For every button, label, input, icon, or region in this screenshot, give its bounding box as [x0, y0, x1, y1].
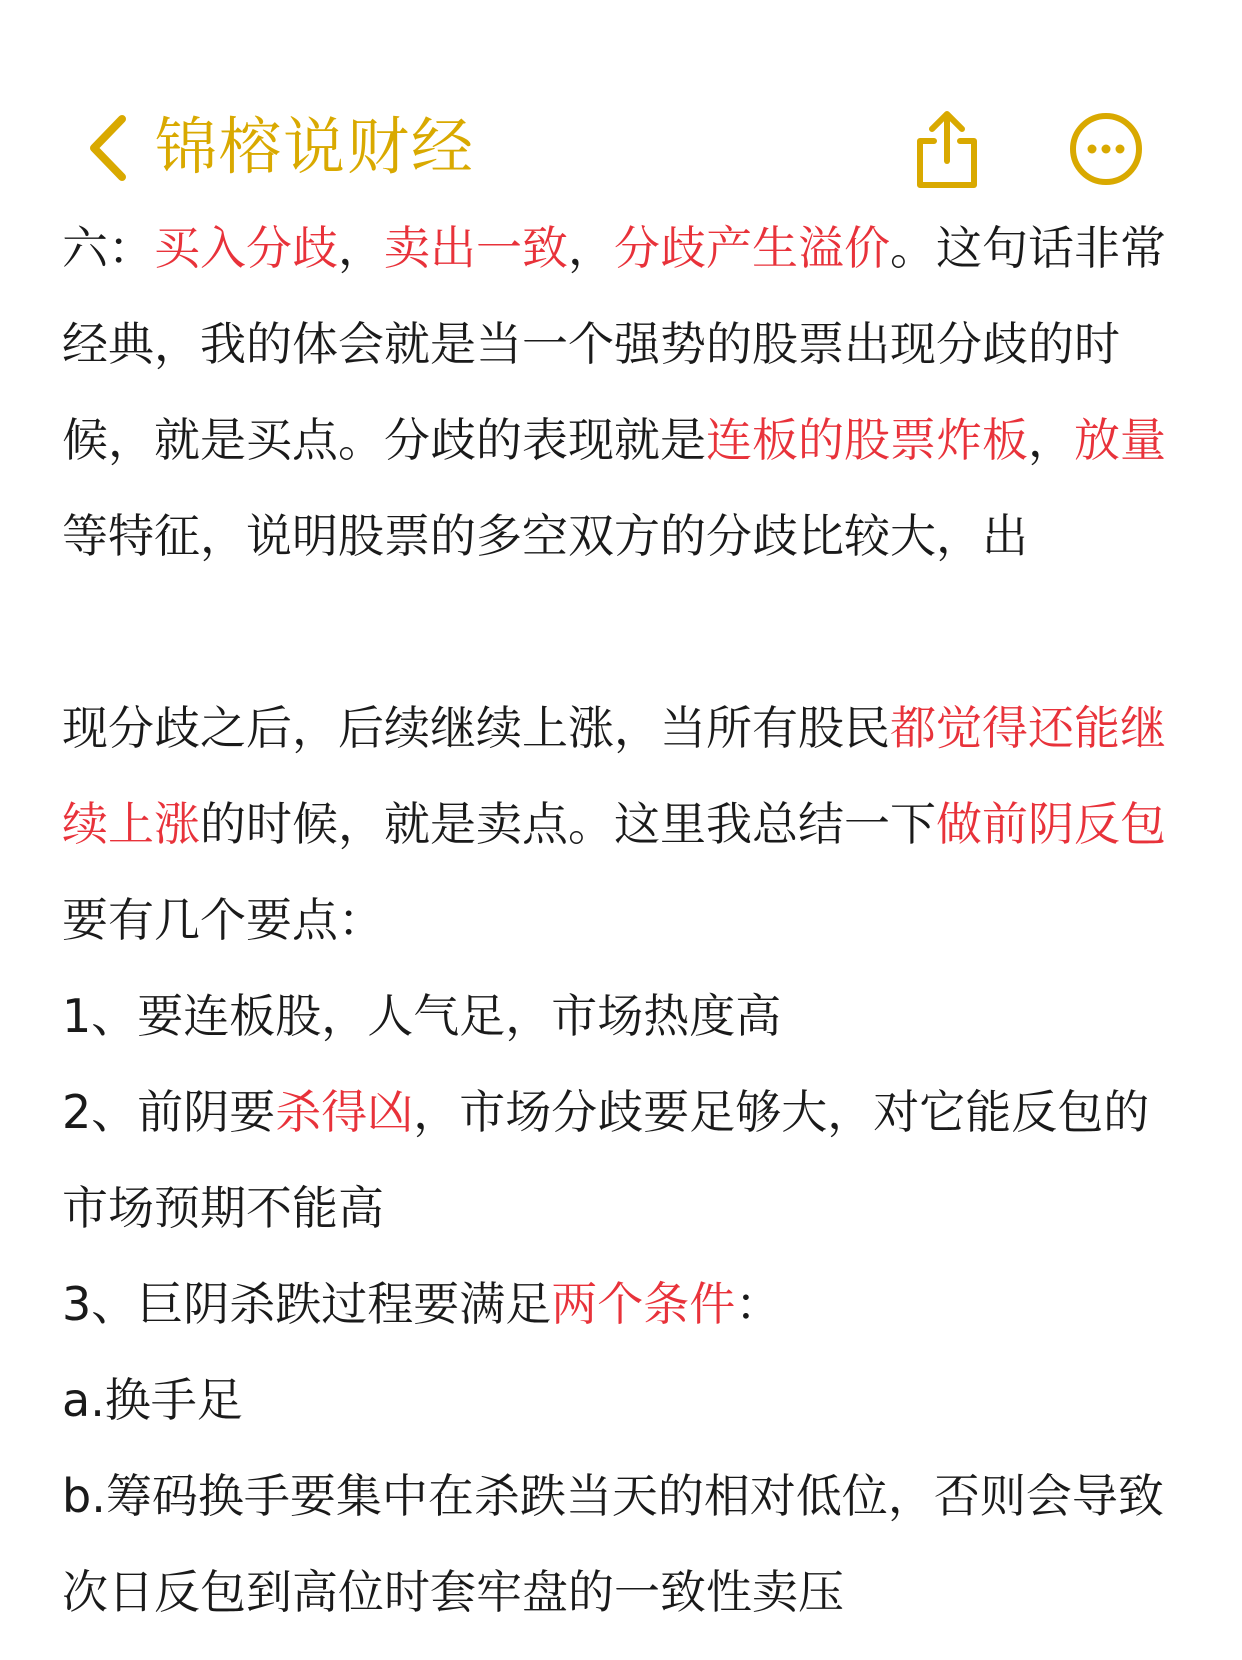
navigation-bar	[0, 95, 1242, 205]
highlight-text: 做前阴反包	[936, 797, 1166, 851]
list-item	[62, 1256, 1182, 1352]
chevron-left-icon	[80, 113, 140, 183]
highlight-text: 分歧产生溢价	[614, 221, 890, 275]
back-button[interactable]	[80, 113, 140, 183]
text-segment: 。这句话非常经典，我的体会就是当一个强势的股票出现分歧的时候，就是买点。分歧的表现就是	[62, 221, 1166, 467]
list-item: 1、要连板股，人气足，市场热度高	[62, 989, 782, 1043]
highlight-text: 杀得凶	[275, 1085, 414, 1139]
text-segment: 的时候，就是卖点。这里我总结一下	[200, 797, 936, 851]
text-segment: ：	[735, 1277, 782, 1331]
text-segment: 3、巨阴杀跌过程要满足	[62, 1277, 552, 1331]
paragraph-principle	[62, 200, 1182, 584]
text-segment: 要有几个要点：	[62, 893, 384, 947]
highlight-text: 都觉得还能继续上涨	[62, 701, 1166, 851]
text-segment: 六：	[62, 221, 154, 275]
text-segment: 等特征，说明股票的多空双方的分歧比较大，出	[62, 509, 1028, 563]
blank-line	[62, 584, 1182, 680]
more-circle-icon	[1068, 111, 1144, 187]
text-segment: 现分歧之后，后续继续上涨，当所有股民	[62, 701, 890, 755]
share-button[interactable]	[912, 109, 982, 191]
sub-list-item: b.筹码换手要集中在杀跌当天的相对低位，否则会导致次日反包到高位时套牢盘的一致性卖压	[62, 1469, 1164, 1619]
page-title: 锦榕说财经	[155, 110, 476, 183]
text-segment: ，市场分歧要足够大，对它能反包的市场预期不能高	[62, 1085, 1150, 1235]
text-segment: ，	[1028, 413, 1074, 467]
highlight-text: 两个条件	[551, 1277, 736, 1331]
text-segment: ，	[568, 221, 614, 275]
list-item	[62, 1064, 1182, 1256]
text-segment: ，	[338, 221, 384, 275]
paragraph-sell-point	[62, 680, 1182, 968]
highlight-text: 放量	[1074, 413, 1166, 467]
sub-list-item: a.换手足	[62, 1373, 243, 1427]
more-button[interactable]	[1068, 111, 1144, 187]
note-body[interactable]	[62, 200, 1182, 1640]
highlight-text: 买入分歧	[154, 221, 338, 275]
share-icon	[912, 109, 982, 191]
highlight-text: 连板的股票炸板	[706, 413, 1028, 467]
text-segment: 2、前阴要	[62, 1085, 276, 1139]
highlight-text: 卖出一致	[384, 221, 568, 275]
